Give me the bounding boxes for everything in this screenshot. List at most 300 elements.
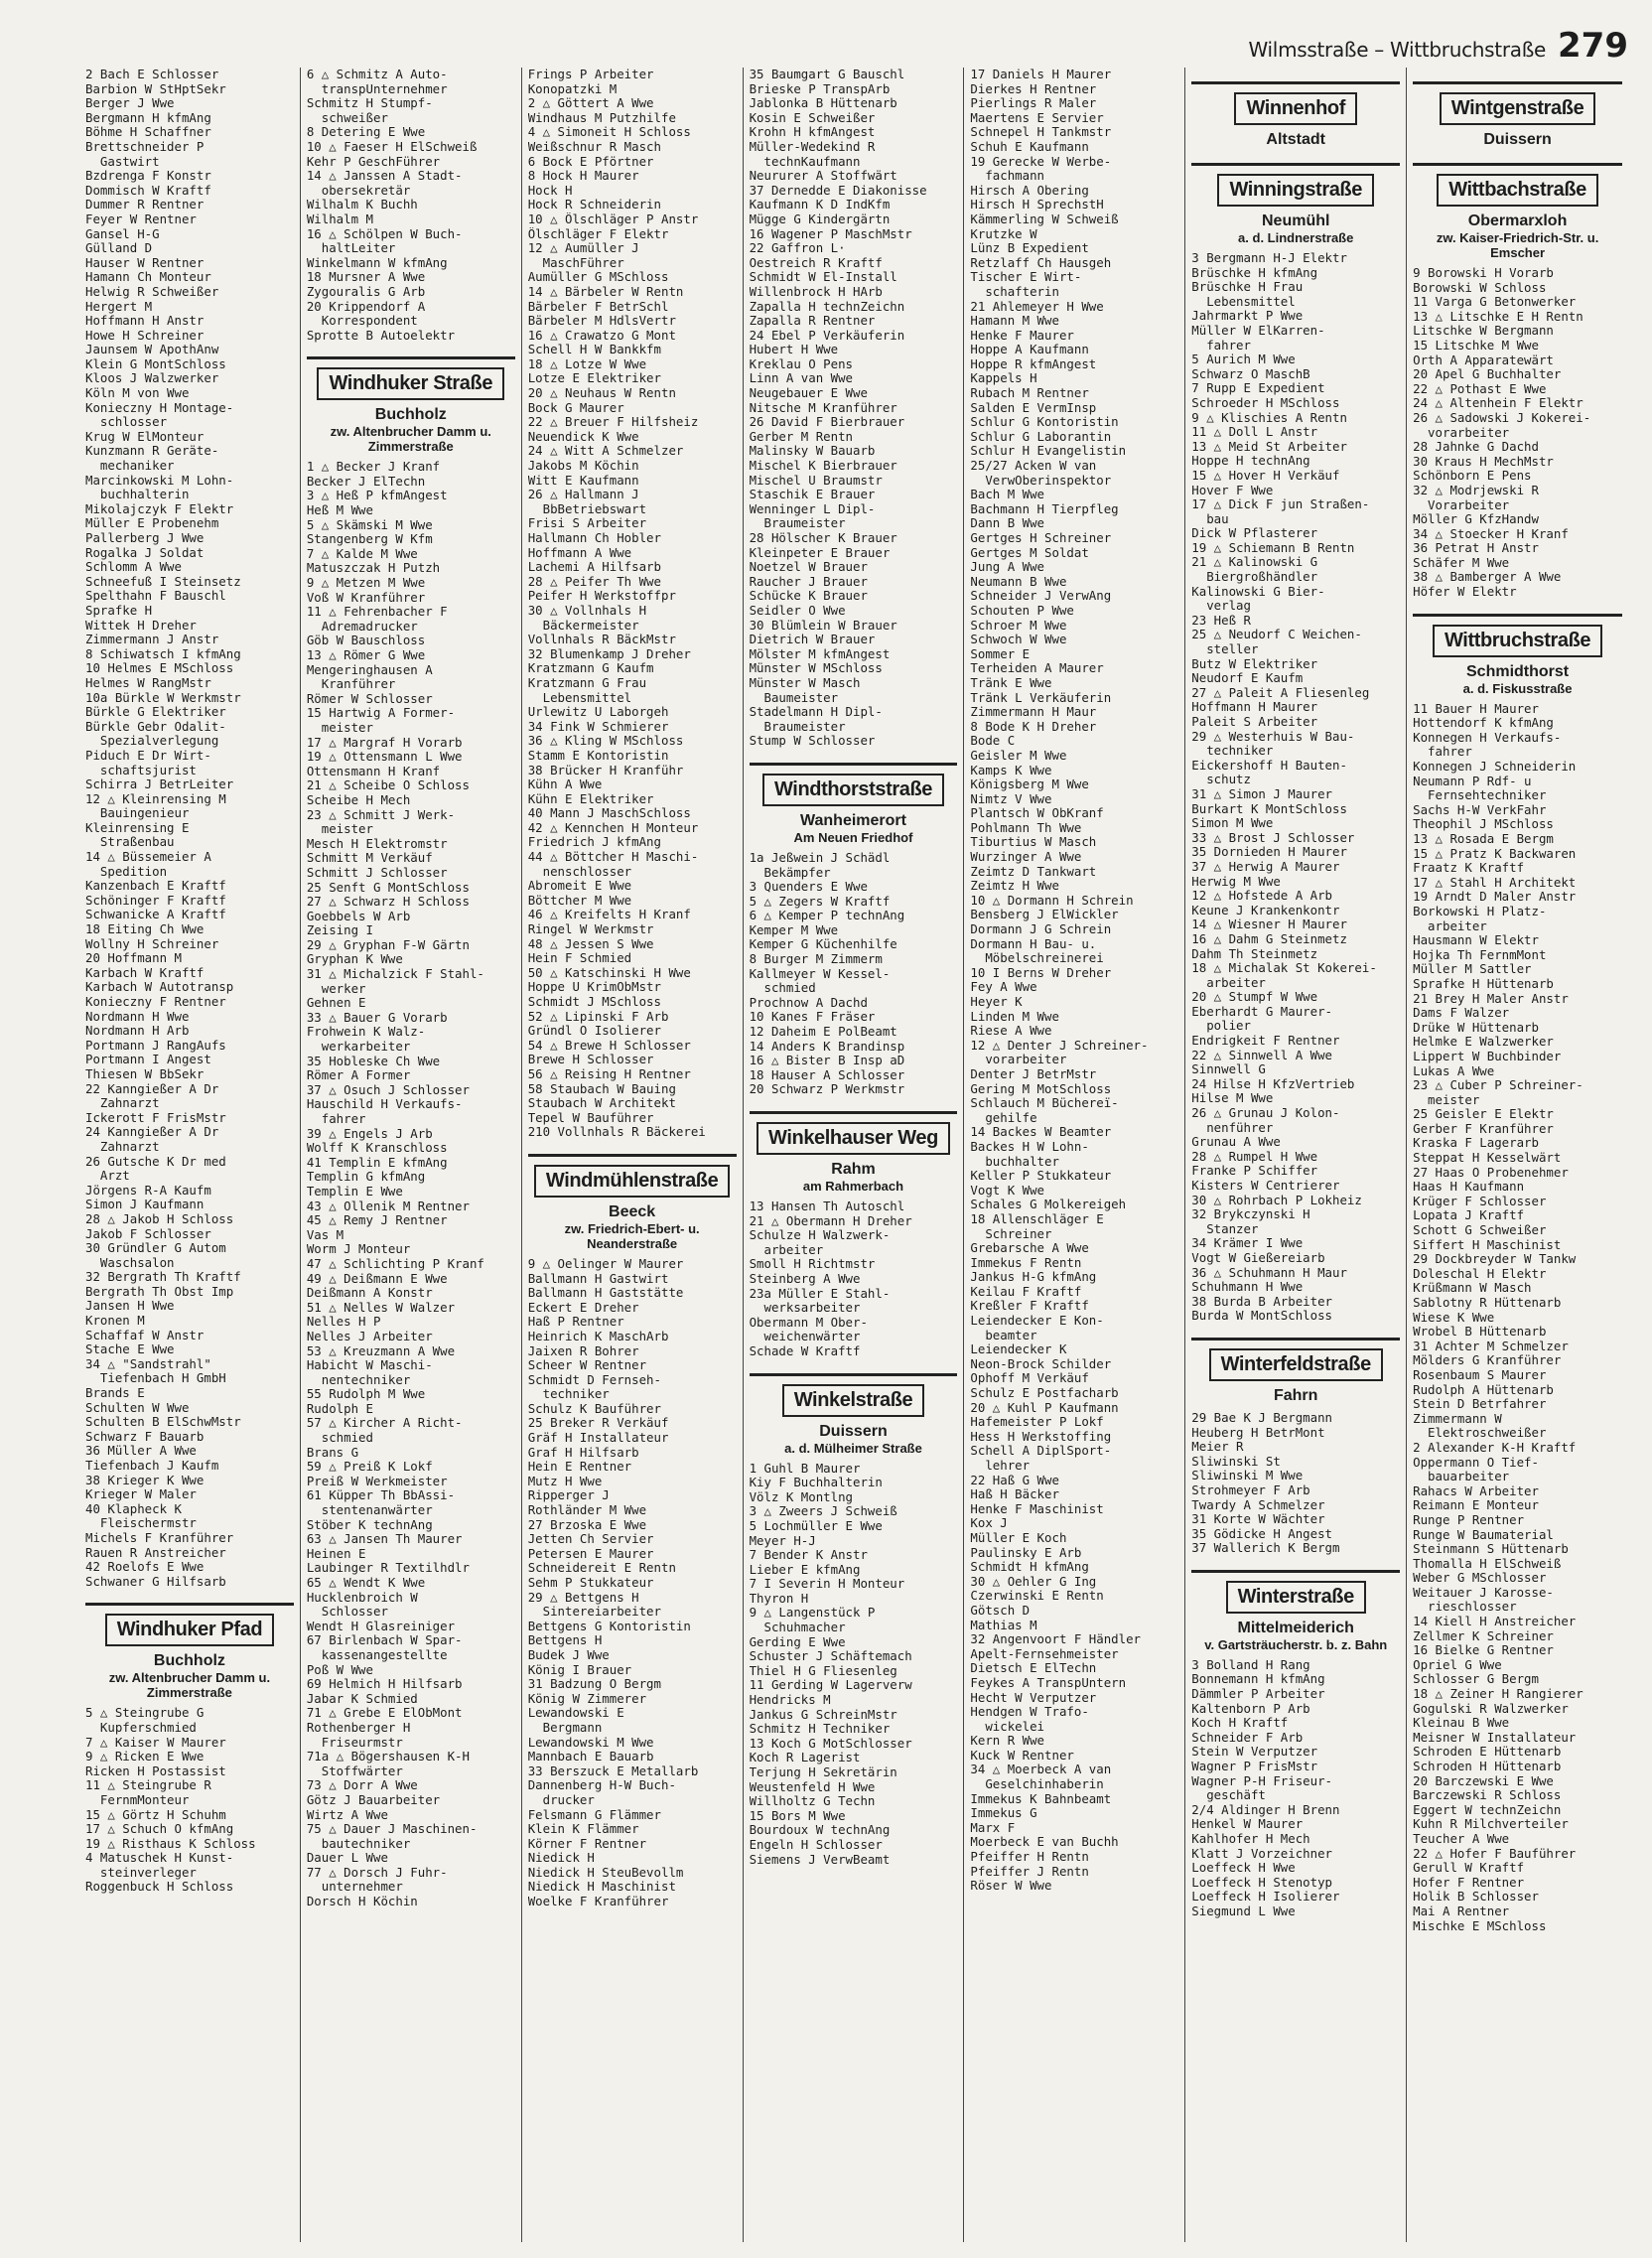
resident-entry: Kühn E Elektriker [527,791,654,806]
resident-entry: 38 △ Bamberger A Wwe [1413,570,1562,585]
street-district: Schmidthorst [1466,662,1570,680]
resident-entry: 24 △ Altenhein F Elektr [1413,396,1583,411]
resident-entry: Krüßmann W Masch [1413,1281,1532,1296]
resident-entry: Brüschke H kfmAng [1191,265,1318,280]
resident-entry: Hock H [527,183,573,198]
resident-entry: Gerding E Wwe [749,1634,846,1649]
resident-entry: Frisi S Arbeiter [527,516,647,531]
resident-entry: Lukas A Wwe [1413,1063,1495,1078]
resident-entry: 16 △ Bister B Insp aD [749,1054,905,1068]
resident-entry: Hilse M Wwe [1191,1091,1274,1106]
street-district: Fahrn [1273,1386,1318,1404]
resident-entry: Jabar K Schmied [306,1691,418,1706]
resident-entry: Graf H Hilfsarb [527,1445,639,1460]
resident-entry: Meyer H-J [749,1533,816,1548]
resident-entry: Roggenbuck H Schloss [85,1880,234,1895]
resident-entry: Dann B Wwe [970,516,1045,531]
resident-entry: Bauingenieur [85,806,190,821]
resident-entry: Mesch H Elektromstr [306,836,448,851]
resident-entry: Thyron H [749,1591,809,1606]
resident-entry: 55 Rudolph M Wwe [306,1387,426,1402]
resident-entry: Tiefenbach H GmbH [85,1371,226,1386]
resident-entry: Twardy A Schmelzer [1191,1497,1325,1512]
resident-entry: Jung A Wwe [970,560,1045,575]
resident-entry: 22 Gaffron L· [749,241,846,256]
resident-entry: Schroden H Hüttenarb [1413,1760,1562,1773]
resident-entry: Nordmann H Arb [85,1024,190,1039]
street-district: Duissern [1483,131,1552,148]
resident-entry: 19 Arndt D Maler Anstr [1413,890,1577,905]
resident-entry: 27 Haas O Probenehmer [1413,1165,1569,1180]
resident-entry: 22 Kanngießer A Dr [85,1081,219,1096]
resident-entry: 37 Dernedde E Diakonisse [749,183,927,198]
resident-entry: Geisler M Wwe [970,748,1067,763]
resident-entry: Götz J Bauarbeiter [306,1792,441,1807]
resident-entry: Karbach W Autotransp [85,980,234,995]
resident-entry: 28 Jahnke G Dachd [1413,440,1539,455]
resident-entry: Loeffeck H Stenotyp [1191,1875,1333,1890]
resident-entry: Schmitt M Verkäuf [306,851,433,866]
resident-entry: Tepel W Bauführer [527,1110,654,1125]
resident-entry: 30 △ Oehler G Ing [970,1574,1097,1589]
resident-entry: 16 △ Schölpen W Buch- [306,226,463,241]
resident-entry: Simon J Kaufmann [85,1198,205,1212]
resident-entry: buchhalterin [85,488,190,502]
resident-entry: buchhalter [970,1154,1059,1169]
resident-entry: Rothenberger H [306,1720,411,1735]
resident-entry: Vollnhals R BäckMstr [527,633,676,647]
resident-entry: Schuster J Schäftemach [749,1649,912,1664]
resident-entry: 14 Kiell H Anstreicher [1413,1615,1577,1629]
resident-entry: Schmidt H kfmAng [970,1560,1089,1575]
resident-entry: Waschsalon [85,1255,175,1270]
resident-entry: 5 Aurich M Wwe [1191,353,1296,367]
resident-entry: Scheibe H Mech [306,792,411,807]
resident-entry: Templin E Wwe [306,1184,403,1199]
street-heading [750,763,958,845]
resident-entry: Neudorf E Kaufm [1191,671,1304,686]
resident-entry: 2 △ Göttert A Wwe [527,96,654,111]
resident-entry: 1a Jeßwein J Schädl [749,850,891,865]
resident-entry: 21 Brey H Maler Anstr [1413,991,1569,1006]
resident-entry: Laubinger R Textilhdlr [306,1561,470,1576]
resident-entry: Rudolph E [306,1401,373,1416]
resident-entry: 3 Bergmann H-J Elektr [1191,251,1347,265]
directory-column [964,68,1185,2242]
resident-entry: Sinnwell G [1191,1062,1266,1077]
street-name: Winterstraße [1226,1581,1366,1614]
street-district: Rahm [831,1161,876,1178]
street-district: Duissern [819,1422,888,1440]
resident-entry: fahrer [1413,745,1472,760]
resident-entry: schaftsjurist [85,763,197,777]
resident-entry: Bürkle G Elektriker [85,705,226,720]
resident-entry: 32 Bergrath Th Kraftf [85,1270,241,1285]
header-street-range: Wilmsstraße – Wittbruchstraße [1248,38,1547,62]
resident-entry: 41 Templin E kfmAng [306,1155,448,1170]
resident-entry: Neuendick K Wwe [527,429,639,444]
resident-entry: Schneider J VerwAng [970,589,1112,604]
resident-entry: Abromeit E Wwe [527,879,632,894]
resident-entry: wickelei [970,1719,1045,1734]
resident-entry: 4 △ Simoneit H Schloss [527,125,691,140]
resident-entry: 10a Bürkle W Werkmstr [85,690,241,705]
resident-entry: Hofer F Rentner [1413,1875,1525,1890]
resident-entry: Malinsky W Bauarb [749,444,876,459]
street-heading [1191,1338,1400,1405]
resident-entry: Tränk E Wwe [970,675,1052,690]
resident-entry: Backes H W Lohn- [970,1139,1089,1154]
resident-entry: 13 △ Römer G Wwe [306,648,426,662]
resident-entry: Bäckermeister [527,618,639,633]
resident-entry: Lotze E Elektriker [527,371,661,386]
resident-entry: Czerwinski E Rentn [970,1589,1104,1604]
street-heading [1413,81,1622,149]
resident-entry: Gertges M Soldat [970,545,1089,560]
resident-entry: meister [306,720,373,735]
resident-entry: 38 Brücker H Kranführ [527,763,684,777]
resident-entry: 5 △ Zegers W Kraftf [749,894,891,909]
resident-entry: 11 Bauer H Maurer [1413,701,1539,716]
resident-entry: 21 △ Kalinowski G [1191,555,1318,570]
resident-entry: 20 Apel G Buchhalter [1413,367,1562,382]
resident-entry: Rogalka J Soldat [85,545,205,560]
resident-entry: Grunau A Wwe [1191,1135,1281,1150]
resident-entry: Böttcher M Wwe [527,893,632,908]
resident-entry: 8 Hock H Maurer [527,169,639,184]
resident-entry: Hottendorf K kfmAng [1413,716,1554,731]
street-name: Winnenhof [1234,92,1357,125]
street-name: Winkelhauser Weg [757,1122,950,1155]
resident-entry: 9 △ Oelinger W Maurer [527,1256,684,1271]
resident-entry: 14 Anders K Brandinsp [749,1039,905,1054]
resident-entry: Budek J Wwe [527,1647,610,1662]
resident-entry: Deißmann A Konstr [306,1286,433,1301]
resident-entry: Plantsch W ObKranf [970,806,1104,821]
resident-entry: Hubert H Wwe [749,343,839,357]
resident-entry: 14 △ Büssemeier A [85,850,211,865]
resident-entry: 17 Daniels H Maurer [970,68,1112,81]
resident-entry: Geselchinhaberin [970,1777,1104,1792]
resident-entry: Eberhardt G Maurer- [1191,1004,1333,1019]
resident-entry: Bettgens H [527,1633,603,1648]
resident-entry: 15 Litschke M Wwe [1413,338,1539,353]
resident-entry: 3 △ Heß P kfmAngest [306,489,448,503]
street-segment: a. d. Mülheimer Straße [784,1440,922,1456]
resident-entry: 20 Barczewski E Wwe [1413,1773,1554,1788]
resident-entry: Marx F [970,1820,1016,1835]
resident-entry: arbeiter [1413,918,1487,933]
resident-entry: Franke P Schiffer [1191,1164,1318,1179]
resident-entry: Thomalla H ElSchweiß [1413,1556,1562,1571]
resident-entry: Gülland D [85,241,153,256]
resident-entry: obersekretär [306,183,411,198]
resident-entry: Bensberg J ElWickler [970,908,1119,922]
resident-entry: Schmitz H Techniker [749,1722,891,1737]
resident-entry: stentenanwärter [306,1503,433,1518]
resident-entry: Vas M [306,1227,344,1242]
resident-entry: 15 Hartwig A Former- [306,706,456,721]
resident-entry: 6 △ Kemper P technAng [749,909,905,923]
resident-entry: Wirtz A Wwe [306,1807,388,1822]
resident-entry: 16 Bielke G Rentner [1413,1643,1554,1658]
resident-entry: 10 △ Ölschläger P Anstr [527,212,699,226]
resident-entry: Kratzmann G Frau [527,675,647,690]
resident-entry: Apelt-Fernsehmeister [970,1646,1119,1661]
resident-entry: Becker J ElTechn [306,474,426,489]
resident-entry: Schlur G Laborantin [970,429,1112,444]
resident-entry: Immekus G [970,1806,1037,1821]
resident-entry: 13 Hansen Th Autoschl [749,1200,905,1213]
resident-entry: 23 Heß R [1191,613,1251,628]
resident-entry: 35 Baumgart G Bauschl [749,68,905,81]
resident-entry: Klein G MontSchloss [85,356,226,371]
resident-entry: Neon-Brock Schilder [970,1356,1112,1371]
resident-entry: Templin G kfmAng [306,1170,426,1185]
resident-entry: 34 Fink W Schmierer [527,719,669,734]
resident-entry: 1 △ Becker J Kranf [306,460,441,475]
resident-entry: haltLeiter [306,241,396,256]
resident-entry: Ophoff M Verkäuf [970,1371,1089,1386]
resident-entry: Lünz B Expedient [970,241,1089,256]
resident-entry: Braumeister [749,516,846,531]
resident-entry: Röser W Wwe [970,1879,1052,1894]
resident-entry: Schlur H Evangelistin [970,444,1127,459]
page-header [1231,26,1628,66]
resident-entry: Schott G Schweißer [1413,1223,1547,1238]
resident-entry: 18 △ Michalak St Kokerei- [1191,961,1377,976]
resident-entry: Drüke W Hüttenarb [1413,1020,1539,1035]
resident-entry: transpUnternehmer [306,81,448,96]
resident-entry: Schäfer M Wwe [1413,555,1510,570]
resident-entry: Immekus K Bahnbeamt [970,1791,1112,1806]
resident-entry: 9 △ Langenstück P [749,1606,876,1621]
resident-entry: Windhaus M Putzhilfe [527,110,676,125]
resident-entry: Hover F Wwe [1191,483,1274,497]
resident-entry: 12 △ Kleinrensing M [85,791,226,806]
resident-entry: Nimtz V Wwe [970,791,1052,806]
resident-entry: 42 Roelofs E Wwe [85,1560,205,1575]
resident-entry: Hoffmann H Maurer [1191,700,1318,715]
resident-entry: 6 Bock E Pförtner [527,154,654,169]
resident-entry: Schlosser [306,1605,388,1620]
resident-entry: Pierlings R Maler [970,96,1097,111]
resident-entry: Müller M Sattler [1413,962,1532,977]
resident-entry: Kisters W Centrierer [1191,1179,1340,1193]
resident-entry: Witt E Kaufmann [527,473,639,488]
resident-entry: 2/4 Aldinger H Brenn [1191,1802,1340,1817]
resident-entry: Schuhmacher [749,1621,846,1635]
resident-entry: Kuck W Rentner [970,1748,1074,1763]
resident-entry: Krohn H kfmAngest [749,125,876,140]
street-heading [85,1603,294,1700]
resident-entry: Stangenberg W Kfm [306,532,433,547]
resident-entry: arbeiter [1191,975,1266,990]
resident-entry: Goebbels W Arb [306,909,411,923]
resident-entry: Herwig M Wwe [1191,874,1281,889]
street-name: Wittbruchstraße [1433,625,1602,657]
resident-entry: Hoffmann A Wwe [527,545,632,560]
resident-entry: Hoffmann H Anstr [85,314,205,329]
resident-entry: 19 △ Schiemann B Rentn [1191,540,1355,555]
resident-entry: Wolff K Kranschloss [306,1141,448,1156]
resident-entry: Schulz E Postfacharb [970,1386,1119,1401]
resident-entry: Heuberg H BetrMont [1191,1425,1325,1440]
resident-entry: 42 △ Kennchen H Monteur [527,820,699,835]
resident-entry: Staschik E Brauer [749,488,876,502]
resident-entry: Ricken H Postassist [85,1764,226,1778]
resident-entry: Zeimtz H Wwe [970,879,1059,894]
resident-entry: 8 Detering E Wwe [306,125,426,140]
resident-entry: Marcinkowski M Lohn- [85,473,234,488]
resident-entry: Berger J Wwe [85,96,175,111]
resident-entry: 48 △ Jessen S Wwe [527,936,654,951]
resident-entry: Vogt W Gießereiarb [1191,1250,1325,1265]
resident-entry: Bzdrenga F Konstr [85,169,211,184]
resident-entry: Spedition [85,864,168,879]
resident-entry: Gryphan K Wwe [306,952,403,967]
resident-entry: geschäft [1191,1788,1266,1803]
resident-entry: Hoppe R kfmAngest [970,356,1097,371]
resident-entry: 21 △ Obermann H Dreher [749,1213,912,1228]
resident-entry: FernmMonteur [85,1792,190,1807]
street-heading [1191,1570,1400,1652]
street-heading [750,1373,958,1456]
resident-entry: Linn A van Wwe [749,371,853,386]
resident-entry: Kiy F Buchhalterin [749,1476,883,1490]
resident-entry: Jetten Ch Servier [527,1532,654,1547]
resident-entry: 11 Varga G Betonwerker [1413,295,1577,310]
resident-entry: Götsch D [970,1603,1031,1618]
resident-entry: Bergmann [527,1720,603,1735]
resident-entry: Biergroßhändler [1191,570,1318,585]
resident-entry: 17 △ Margraf H Vorarb [306,735,463,750]
resident-entry: Braumeister [749,719,846,734]
resident-entry: Stump W Schlosser [749,734,876,749]
resident-entry: Kallmeyer W Kessel- [749,966,891,981]
resident-entry: 24 Hilse H KfzVertrieb [1191,1076,1355,1091]
resident-entry: 20 △ Neuhaus W Rentn [527,386,676,401]
resident-entry: Grebarsche A Wwe [970,1241,1089,1256]
resident-entry: Gogulski R Walzwerker [1413,1701,1569,1716]
resident-entry: Kemper G Küchenhilfe [749,937,897,952]
resident-entry: 33 △ Brost J Schlosser [1191,830,1355,845]
resident-entry: 28 △ Jakob H Schloss [85,1211,234,1226]
resident-entry: Vorarbeiter [1413,497,1510,512]
resident-entry: Rahacs W Arbeiter [1413,1483,1539,1498]
resident-entry: Retzlaff Ch Hausgeh [970,255,1112,270]
street-name: Windhuker Straße [317,367,504,400]
resident-entry: 11 Gerding W Lagerverw [749,1678,912,1693]
resident-entry: Müller E Koch [970,1530,1067,1545]
resident-entry: Portmann I Angest [85,1053,211,1067]
resident-entry: 10 △ Dormann H Schrein [970,893,1134,908]
resident-entry: Steinberg A Wwe [749,1271,861,1286]
resident-entry: Pallerberg J Wwe [85,531,205,545]
resident-entry: Möbelschreinerei [970,951,1104,966]
resident-entry: Dormann J G Schrein [970,922,1112,937]
resident-entry: Lewandowski M Wwe [527,1735,654,1750]
resident-entry: Bärbeler M HdlsVertr [527,314,676,329]
resident-entry: Hoppe A Kaufmann [970,343,1089,357]
resident-entry: Barbion W StHptSekr [85,81,226,96]
resident-entry: Butz W Elektriker [1191,656,1318,671]
resident-entry: techniker [527,1387,610,1402]
resident-entry: rieschlosser [1413,1600,1517,1615]
resident-entry: Königsberg M Wwe [970,777,1089,792]
resident-entry: 10 Kanes F Fräser [749,1010,876,1025]
resident-entry: 71 △ Grebe E ElObMont [306,1706,463,1721]
resident-entry: 17 △ Dick F jun Straßen- [1191,497,1370,512]
resident-entry: Bach M Wwe [970,488,1045,502]
resident-entry: 32 Blumenkamp J Dreher [527,646,691,661]
resident-entry: 18 Hauser A Schlosser [749,1067,905,1082]
directory-column [1185,68,1407,2242]
street-segment: zw. Altenbrucher Damm u. Zimmerstraße [108,1670,271,1701]
resident-entry: technKaufmann [749,154,861,169]
resident-entry: Baumeister [749,690,839,705]
resident-entry: 22 △ Breuer F Hilfsheiz [527,415,699,430]
resident-entry: 5 Lochmüller E Wwe [749,1518,883,1533]
resident-entry: Dorsch H Köchin [306,1895,418,1909]
resident-entry: 69 Helmich H Hilfsarb [306,1677,463,1692]
resident-entry: 52 △ Lipinski F Arb [527,1009,669,1024]
resident-entry: Wagner P FrisMstr [1191,1760,1318,1774]
resident-entry: 38 Burda B Arbeiter [1191,1294,1333,1309]
resident-entry: Lebensmittel [527,690,632,705]
street-district: Wanheimerort [800,811,906,829]
resident-entry: Endrigkeit F Rentner [1191,1034,1340,1049]
resident-entry: Bürkle Gebr Odalit- [85,719,226,734]
resident-entry: Kaufmann K D IndKfm [749,198,891,212]
resident-entry: Jakob F Schlosser [85,1226,211,1241]
resident-entry: 14 Backes W Beamter [970,1125,1112,1140]
resident-entry: Stoffwärter [306,1764,403,1778]
resident-entry: Steinmann S Hüttenarb [1413,1542,1569,1557]
resident-entry: Kalinowski G Bier- [1191,584,1325,599]
resident-entry: Schaffaf W Anstr [85,1328,205,1342]
resident-entry: Schouten P Wwe [970,603,1074,618]
resident-entry: unternehmer [306,1880,403,1895]
resident-entry: Hock R Schneiderin [527,198,661,212]
resident-entry: Brands E [85,1386,145,1401]
resident-entry: 22 △ Sinnwell A Wwe [1191,1048,1333,1062]
resident-entry: Stamm E Kontoristin [527,748,669,763]
resident-entry: nenführer [1191,1120,1274,1135]
resident-entry: Rudolph A Hüttenarb [1413,1382,1554,1397]
street-segment: am Rahmerbach [802,1179,904,1194]
resident-entry: Bettgens G Kontoristin [527,1619,691,1633]
resident-entry: 19 Gerecke W Werbe- [970,154,1112,169]
resident-entry: Neugebauer E Wwe [749,386,868,401]
resident-entry: Gerber F Kranführer [1413,1121,1554,1136]
resident-entry: Kranführer [306,677,396,692]
resident-entry: Mathias M [970,1618,1037,1632]
resident-entry: Bekämpfer [749,865,831,880]
resident-entry: fachmann [970,169,1045,184]
resident-entry: Wendt H Glasreiniger [306,1619,456,1633]
resident-entry: 10 I Berns W Dreher [970,965,1112,980]
resident-entry: 15 Bors M Wwe [749,1808,846,1823]
resident-entry: Jakobs M Köchin [527,459,639,474]
resident-entry: Dietsch E ElTechn [970,1661,1097,1676]
resident-entry: 23 △ Schmitt J Werk- [306,807,456,822]
resident-entry: Keilau F Kraftf [970,1284,1082,1299]
resident-entry: meister [306,822,373,837]
resident-entry: vorarbeiter [970,1053,1067,1067]
resident-entry: Krug W ElMonteur [85,429,205,444]
resident-entry: Hucklenbroich W [306,1590,418,1605]
